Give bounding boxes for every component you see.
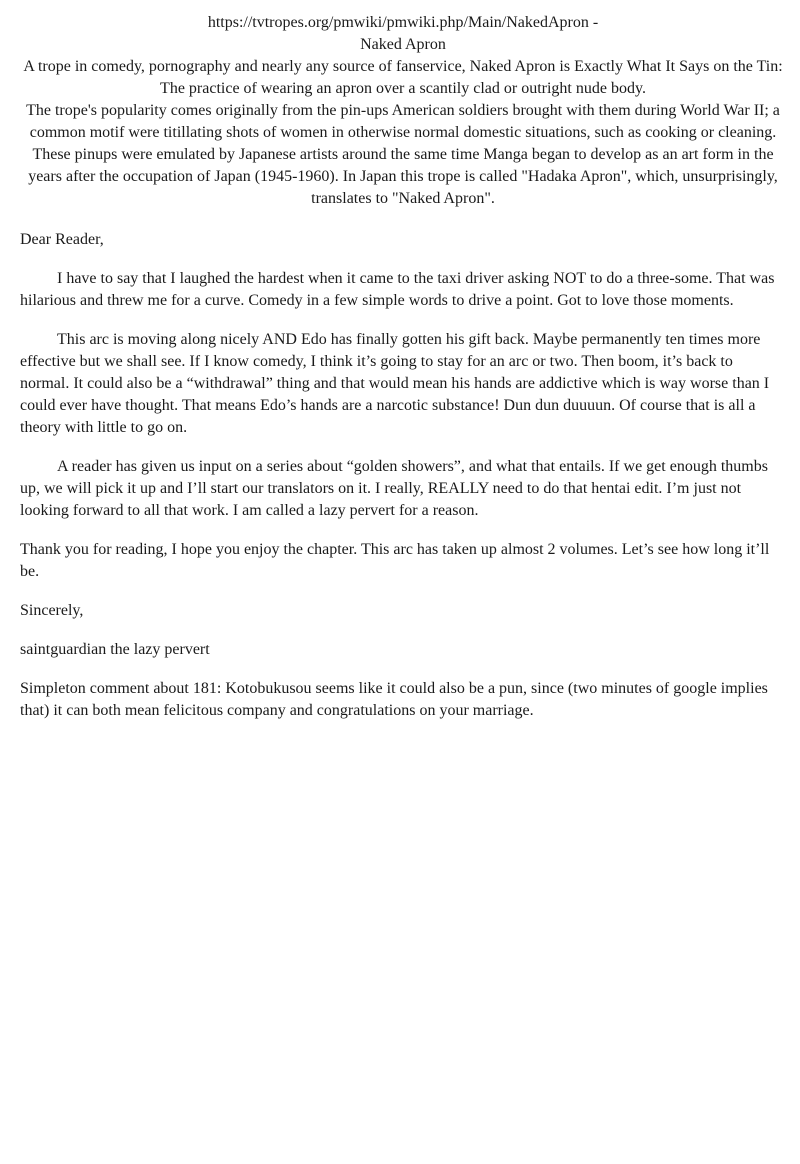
- trope-description: A trope in comedy, pornography and nearly any source of fanservice, Naked Apron is Exactly What It Says on the Tin: The practice of wearing an apron over a scantily clad or outright nude body.: [23, 58, 783, 97]
- postscript: Simpleton comment about 181: Kotobukusou seems like it could also be a pun, since (two minutes of google implies that) it can both mean felicitous company and congratulations on your marriage.: [20, 680, 768, 719]
- closing: Sincerely,: [20, 602, 84, 619]
- signature: saintguardian the lazy pervert: [20, 641, 210, 658]
- source-url: https://tvtropes.org/pmwiki/pmwiki.php/Main/NakedApron -: [207, 14, 599, 31]
- salutation: Dear Reader,: [20, 231, 104, 248]
- letter-paragraph: Thank you for reading, I hope you enjoy the chapter. This arc has taken up almost 2 volumes. Let’s see how long it’ll be.: [20, 541, 770, 580]
- trope-title: Naked Apron: [360, 36, 446, 53]
- trope-history: The trope's popularity comes originally from the pin-ups American soldiers brought with them during World War II; a common motif were titillating shots of women in otherwise normal domestic situations, such as cooking or cleaning. These pinups were emulated by Japanese artists around the same time Manga began to develop as an art form in the years after the occupation of Japan (1945-1960). In Japan this trope is called "Hadaka Apron", which, unsurprisingly, translates to "Naked Apron".: [26, 102, 780, 207]
- trope-header: [20, 12, 786, 210]
- letter-body: [20, 229, 786, 722]
- letter-paragraph: A reader has given us input on a series about “golden showers”, and what that entails. If we get enough thumbs up, we will pick it up and I’ll start our translators on it. I really, REALLY need to do that hentai edit. I’m just not looking forward to all that work. I am called a lazy pervert for a reason.: [20, 458, 768, 519]
- letter-paragraph: I have to say that I laughed the hardest when it came to the taxi driver asking NOT to do a three-some. That was hilarious and threw me for a curve. Comedy in a few simple words to drive a point. Got to love those moments.: [20, 270, 775, 309]
- letter-paragraph: This arc is moving along nicely AND Edo has finally gotten his gift back. Maybe permanently ten times more effective but we shall see. If I know comedy, I think it’s going to stay for an arc or two. Then boom, it’s back to normal. It could also be a “withdrawal” thing and that would mean his hands are addictive which is way worse than I could ever have thought. That means Edo’s hands are a narcotic substance! Dun dun duuuun. Of course that is all a theory with little to go on.: [20, 331, 770, 436]
